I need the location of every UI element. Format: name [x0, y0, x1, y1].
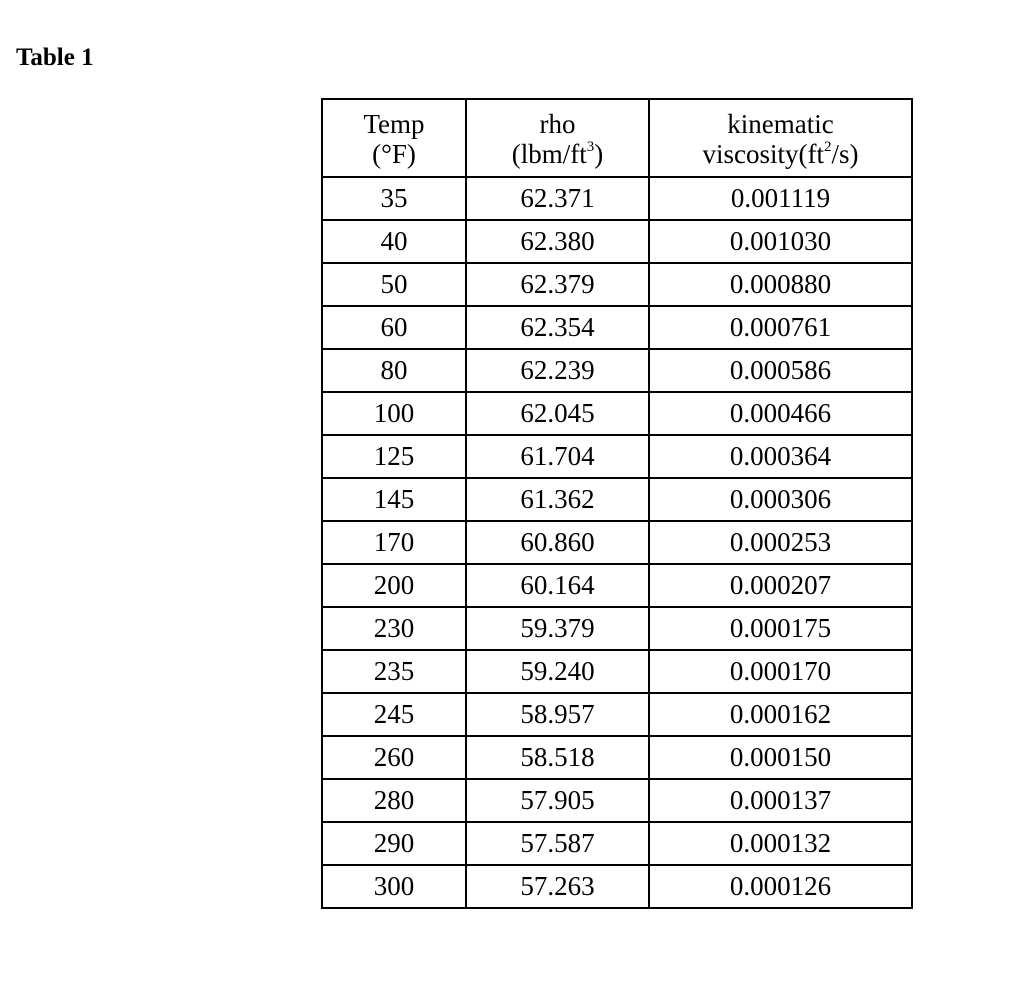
table-row: [322, 435, 912, 478]
cell-viscosity: 0.000253: [649, 521, 912, 564]
cell-rho: 62.371: [466, 177, 649, 220]
table-row: [322, 693, 912, 736]
cell-temp: 80: [322, 349, 466, 392]
header-row: [322, 99, 912, 177]
header-rho-unit-end: ): [594, 139, 604, 169]
table-row: [322, 521, 912, 564]
header-temp: [322, 99, 466, 177]
table-row: [322, 392, 912, 435]
header-viscosity-unit-end: /s): [831, 139, 859, 169]
cell-rho: 62.379: [466, 263, 649, 306]
cell-temp: 35: [322, 177, 466, 220]
cell-rho: 62.045: [466, 392, 649, 435]
cell-viscosity: 0.000126: [649, 865, 912, 908]
cell-rho: 60.860: [466, 521, 649, 564]
cell-rho: 59.379: [466, 607, 649, 650]
cell-rho: 57.905: [466, 779, 649, 822]
cell-viscosity: 0.001030: [649, 220, 912, 263]
cell-viscosity: 0.000162: [649, 693, 912, 736]
cell-rho: 61.704: [466, 435, 649, 478]
cell-temp: 50: [322, 263, 466, 306]
table-body: [322, 177, 912, 908]
cell-temp: 60: [322, 306, 466, 349]
cell-rho: 62.239: [466, 349, 649, 392]
cell-temp: 230: [322, 607, 466, 650]
cell-viscosity: 0.000132: [649, 822, 912, 865]
cell-rho: 60.164: [466, 564, 649, 607]
data-table: [321, 98, 913, 909]
cell-rho: 62.380: [466, 220, 649, 263]
table-row: [322, 478, 912, 521]
header-temp-line2: (°F): [372, 139, 416, 169]
table-row: [322, 736, 912, 779]
table-row: [322, 865, 912, 908]
cell-rho: 57.263: [466, 865, 649, 908]
cell-rho: 59.240: [466, 650, 649, 693]
table-row: [322, 177, 912, 220]
table-row: [322, 349, 912, 392]
cell-viscosity: 0.000880: [649, 263, 912, 306]
cell-temp: 125: [322, 435, 466, 478]
cell-rho: 62.354: [466, 306, 649, 349]
cell-viscosity: 0.000150: [649, 736, 912, 779]
table-row: [322, 607, 912, 650]
cell-temp: 40: [322, 220, 466, 263]
table-row: [322, 220, 912, 263]
table-row: [322, 650, 912, 693]
table-caption: Table 1: [16, 44, 94, 71]
header-viscosity-unit: viscosity(ft: [702, 139, 824, 169]
cell-temp: 235: [322, 650, 466, 693]
cell-temp: 280: [322, 779, 466, 822]
table-row: [322, 306, 912, 349]
cell-rho: 57.587: [466, 822, 649, 865]
header-rho-exponent: 3: [586, 139, 595, 155]
cell-viscosity: 0.000207: [649, 564, 912, 607]
header-viscosity-line2: [650, 139, 911, 169]
cell-viscosity: 0.000586: [649, 349, 912, 392]
header-rho-line1: rho: [539, 109, 576, 139]
header-rho-unit: (lbm/ft: [511, 139, 587, 169]
cell-temp: 170: [322, 521, 466, 564]
cell-rho: 61.362: [466, 478, 649, 521]
cell-viscosity: 0.000137: [649, 779, 912, 822]
table-row: [322, 564, 912, 607]
cell-viscosity: 0.000306: [649, 478, 912, 521]
cell-viscosity: 0.000761: [649, 306, 912, 349]
cell-rho: 58.957: [466, 693, 649, 736]
cell-viscosity: 0.000364: [649, 435, 912, 478]
cell-viscosity: 0.001119: [649, 177, 912, 220]
header-viscosity-exponent: 2: [824, 139, 832, 155]
table-row: [322, 779, 912, 822]
header-viscosity: [649, 99, 912, 177]
cell-temp: 200: [322, 564, 466, 607]
table-row: [322, 822, 912, 865]
cell-temp: 260: [322, 736, 466, 779]
table-row: [322, 263, 912, 306]
cell-viscosity: 0.000170: [649, 650, 912, 693]
header-rho: [466, 99, 649, 177]
cell-temp: 245: [322, 693, 466, 736]
cell-viscosity: 0.000175: [649, 607, 912, 650]
cell-temp: 100: [322, 392, 466, 435]
header-viscosity-line1: kinematic: [727, 109, 834, 139]
cell-temp: 145: [322, 478, 466, 521]
cell-rho: 58.518: [466, 736, 649, 779]
cell-temp: 300: [322, 865, 466, 908]
cell-viscosity: 0.000466: [649, 392, 912, 435]
header-temp-line1: Temp: [363, 109, 425, 139]
cell-temp: 290: [322, 822, 466, 865]
header-rho-line2: [467, 139, 648, 169]
